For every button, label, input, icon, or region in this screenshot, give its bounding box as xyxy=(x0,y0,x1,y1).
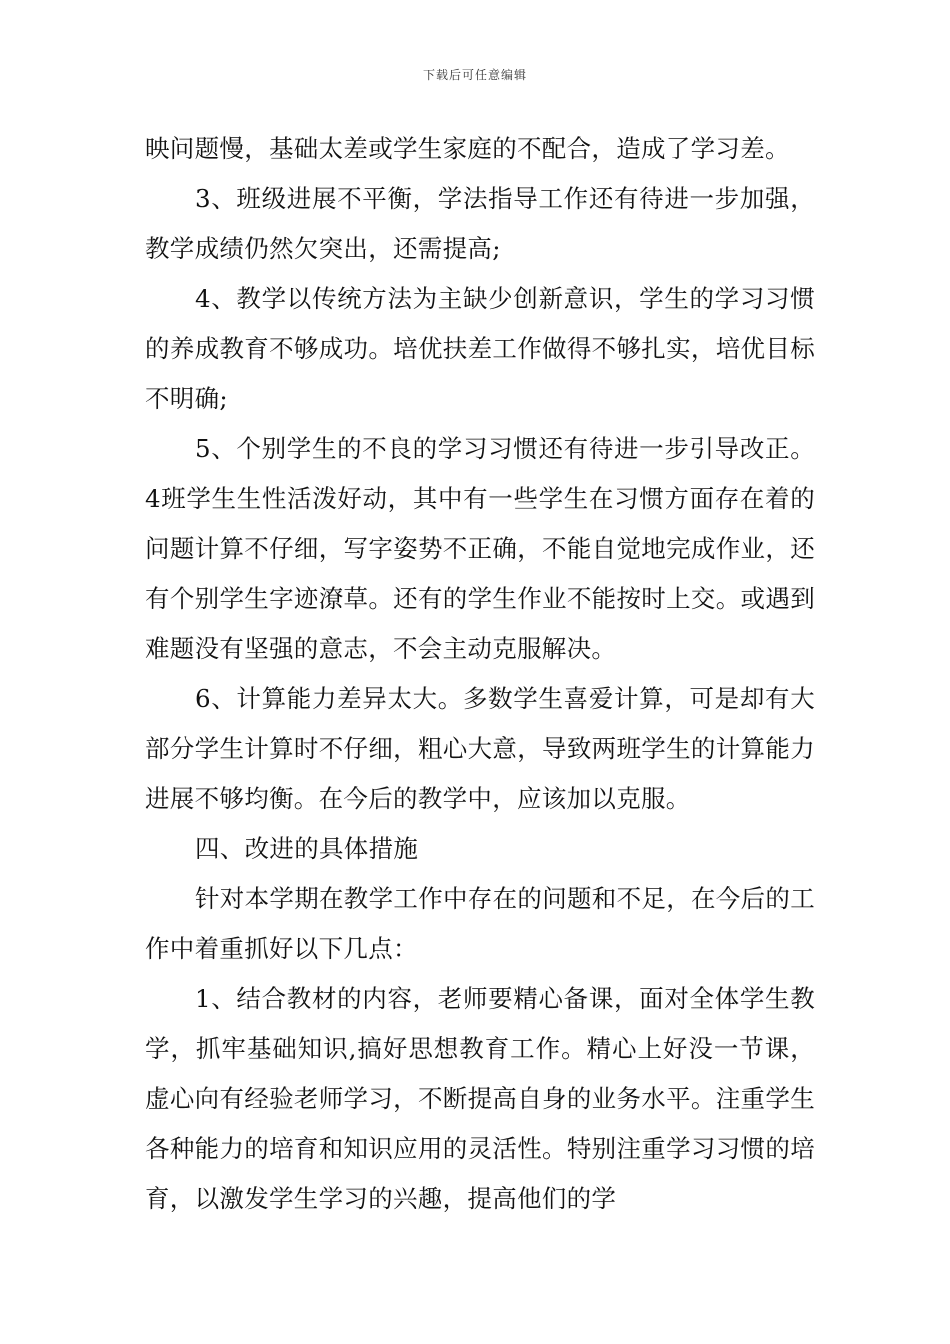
paragraph-item-4: 4、教学以传统方法为主缺少创新意识，学生的学习习惯的养成教育不够成功。培优扶差工作做得不够扎实，培优目标不明确; xyxy=(145,284,815,413)
paragraph-continuation: 映问题慢，基础太差或学生家庭的不配合，造成了学习差。 xyxy=(145,134,790,163)
paragraph-item-5: 5、个别学生的不良的学习习惯还有待进一步引导改正。4班学生生性活泼好动，其中有一些学生在习惯方面存在着的问题计算不仔细，写字姿势不正确，不能自觉地完成作业，还有个别学生字迹潦草。还有的学生作业不能按时上交。或遇到难题没有坚强的意志，不会主动克服解决。 xyxy=(145,434,815,663)
paragraph-intro-measures: 针对本学期在教学工作中存在的问题和不足，在今后的工作中着重抓好以下几点： xyxy=(145,884,815,963)
section-heading-improvement: 四、改进的具体措施 xyxy=(195,834,419,863)
paragraph-item-6: 6、计算能力差异太大。多数学生喜爱计算，可是却有大部分学生计算时不仔细，粗心大意，导致两班学生的计算能力进展不够均衡。在今后的教学中，应该加以克服。 xyxy=(145,684,815,813)
paragraph-item-3: 3、班级进展不平衡，学法指导工作还有待进一步加强，教学成绩仍然欠突出，还需提高; xyxy=(145,184,815,263)
paragraph-measure-1: 1、结合教材的内容，老师要精心备课，面对全体学生教学，抓牢基础知识,搞好思想教育工作。精心上好没一节课，虚心向有经验老师学习，不断提高自身的业务水平。注重学生各种能力的培育和知识应用的灵活性。特别注重学习习惯的培育，以激发学生学习的兴趣，提高他们的学 xyxy=(145,984,815,1213)
header-note: 下载后可任意编辑 xyxy=(422,68,527,82)
document-body xyxy=(145,124,815,1224)
